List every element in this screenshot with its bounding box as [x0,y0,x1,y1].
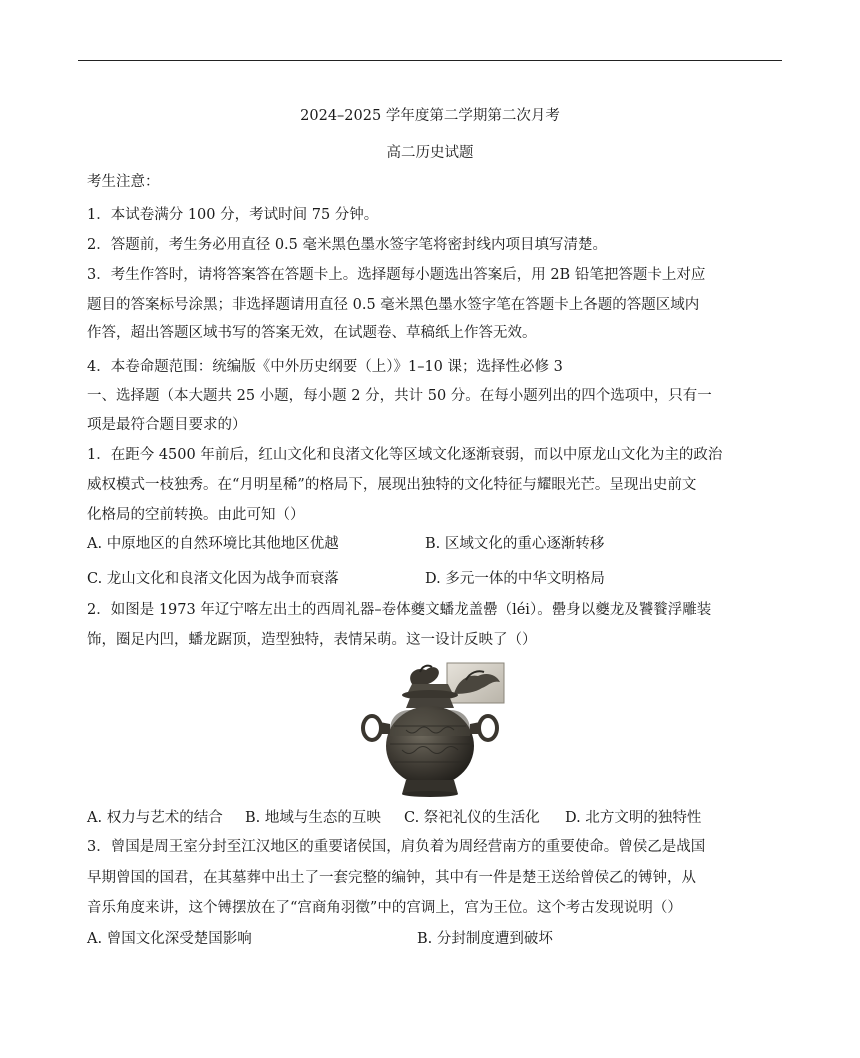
q1-stem-line-3: 化格局的空前转换。由此可知（） [87,507,305,523]
q3-stem-line-3: 音乐角度来讲，这个镈摆放在了“宫商角羽徵”中的宫调上，宫为王位。这个考古发现说明（） [87,900,682,916]
q1-option-a: A. 中原地区的自然环境比其他地区优越 [87,536,339,552]
q1-option-b: B. 区域文化的重心逐渐转移 [425,536,605,552]
q1-stem-line-2: 威权模式一枝独秀。在“月明星稀”的格局下，展现出独特的文化特征与耀眼光芒。呈现出史前文 [87,477,697,493]
notice-item-4: 4．本卷命题范围：统编版《中外历史纲要（上）》1–10 课；选择性必修 3 [87,359,563,375]
q2-option-a: A. 权力与艺术的结合 [87,810,223,826]
section-heading: 一、选择题（本大题共 25 小题，每小题 2 分，共计 50 分。在每小题列出的四个选项中，只有一 [87,388,712,404]
q1-stem-line-1: 1．在距今 4500 年前后，红山文化和良渚文化等区域文化逐渐衰弱，而以中原龙山文化为主的政治 [87,447,723,463]
q3-stem-line-2: 早期曾国的国君，在其墓葬中出土了一套完整的编钟，其中有一件是楚王送给曾侯乙的镈钟，从 [87,870,696,886]
notice-item-3-cont-2: 作答，超出答题区域书写的答案无效，在试题卷、草稿纸上作答无效。 [87,325,537,341]
q2-option-c: C. 祭祀礼仪的生活化 [404,810,540,826]
q2-stem-line-1: 2．如图是 1973 年辽宁喀左出土的西周礼器–卷体夔文蟠龙盖罍（léi）。罍身以夔龙及饕餮浮雕装 [87,602,712,618]
notice-item-1: 1．本试卷满分 100 分，考试时间 75 分钟。 [87,207,379,223]
notice-heading: 考生注意： [87,174,160,190]
exam-subtitle: 高二历史试题 [386,145,474,161]
q2-option-d: D. 北方文明的独特性 [565,810,702,826]
q1-option-c: C. 龙山文化和良渚文化因为战争而衰落 [87,571,339,587]
notice-item-3-cont-1: 题目的答案标号涂黑；非选择题请用直径 0.5 毫米黑色墨水签字笔在答题卡上各题的答题区域内 [87,297,700,313]
q3-option-a: A. 曾国文化深受楚国影响 [87,931,252,947]
q1-option-d: D. 多元一体的中华文明格局 [425,571,605,587]
notice-item-3: 3．考生作答时，请将答案答在答题卡上。选择题每小题选出答案后，用 2B 铅笔把答题卡上对应 [87,267,706,283]
q3-option-b: B. 分封制度遭到破坏 [417,931,553,947]
bronze-lei-vessel-image [350,658,510,798]
exam-title: 2024–2025 学年度第二学期第二次月考 [300,108,560,124]
header-rule [78,60,782,61]
q2-option-b: B. 地域与生态的互映 [245,810,381,826]
notice-item-2: 2．答题前，考生务必用直径 0.5 毫米黑色墨水签字笔将密封线内项目填写清楚。 [87,237,608,253]
q3-stem-line-1: 3．曾国是周王室分封至江汉地区的重要诸侯国，肩负着为周经营南方的重要使命。曾侯乙是战国 [87,839,706,855]
q2-stem-line-2: 饰，圈足内凹，蟠龙踞顶，造型独特，表情呆萌。这一设计反映了（） [87,632,537,648]
section-heading-cont: 项是最符合题目要求的） [87,417,247,433]
